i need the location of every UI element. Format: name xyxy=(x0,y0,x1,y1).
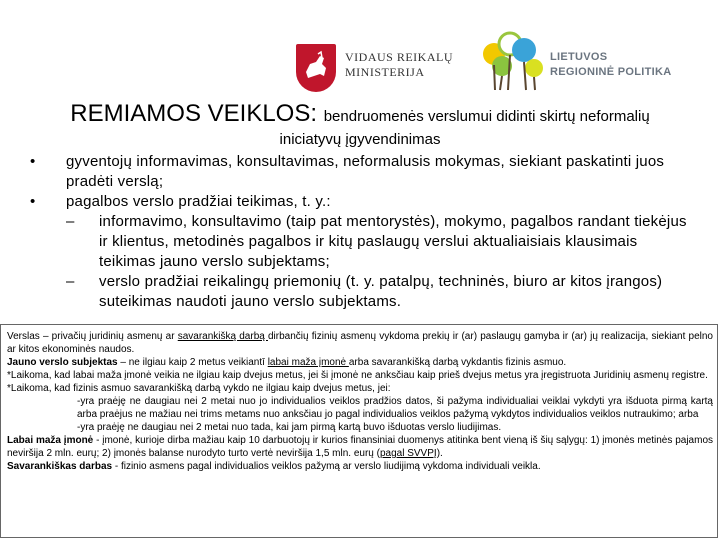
definition-savarankiskas xyxy=(7,460,713,473)
note-label: Savarankiškas darbas xyxy=(7,461,113,472)
definitions-box xyxy=(0,324,718,538)
note-condition: -yra praėję ne daugiau nei 2 metai nuo jo individualios veiklos pradžios datos, ši pažyma individualiai veiklai vykdyti yra išduota pirmą kartą arba praėjus ne mažiau nei trims metams nuo anksčiau jo pagal individualios veiklos pažymą vykdytos individualios veiklos nutraukimo; arba xyxy=(77,396,713,420)
note-underlined: savarankišką darbą xyxy=(177,331,268,342)
note-text: - įmonė, kurioje dirba mažiau kaip 10 darbuotojų ir kurios finansiniai duomenys atitinka bent vieną iš šių sąlygų: 1) įmonės metinės pajamos neviršija 2 mln. eurų; 2) įmonės balanse nurodyto turto vertė neviršija 1,5 mln. eurų ( xyxy=(7,435,714,459)
note-underlined: pagal SVVPĮ xyxy=(379,448,437,459)
sub-list-item: – informavimo, konsultavimo (taip pat mentorystės), mokymo, pagalbos randant tiekėjus ir klientus, metodinės pagalbos ir kitų paslaugų verslui aktualiaisiais klausimais teikimas jauno verslo subjektams; xyxy=(66,212,695,272)
note-text: ). xyxy=(436,448,443,459)
title-rest: bendruomenės verslumui didinti skirtų neformalių xyxy=(323,108,650,125)
logos-area xyxy=(290,30,710,100)
list-item: • gyventojų informavimas, konsultavimas, neformalusis mokymas, siekiant paskatinti juos pradėti verslą; xyxy=(30,152,695,192)
note-text: dirbančių fizinių asmenų vykdoma prekių ir (ar) paslaugų gamyba ir (ar) jų realizacija, siekiant pelno ar kitos ekonominės naudos. xyxy=(7,331,713,355)
note-text: - fizinio asmens pagal individualios veiklos pažymą ar verslo liudijimą vykdoma individuali veikla. xyxy=(112,461,541,472)
note-footnote: *Laikoma, kad labai maža įmonė veikia ne ilgiau kaip dvejus metus, jei ši įmonė ne anksčiau kaip prieš dvejus metus yra įregistruota Juridinių asmenų registre. xyxy=(7,370,708,381)
title-line2: iniciatyvų įgyvendinimas xyxy=(279,131,441,148)
activities-list xyxy=(30,152,695,312)
regional-policy-logo xyxy=(480,30,710,100)
note-text: arba savarankišką darbą vykdantis fizinis asmuo. xyxy=(348,357,567,368)
title-bold-part: REMIAMOS VEIKLOS: xyxy=(70,100,318,127)
note-condition: -yra praėję ne daugiau nei 2 metai nuo tada, kai jam pirmą kartą buvo išduotas verslo liudijimas. xyxy=(77,422,502,433)
sub-list-item: – verslo pradžiai reikalingų priemonių (t. y. patalpų, techninės, biuro ar kitos įrangos) suteikimas naudoti jauno verslo subjektams. xyxy=(66,272,695,312)
note-label: Jauno verslo subjektas xyxy=(7,357,118,368)
note-footnote: *Laikoma, kad fizinis asmuo savarankišką darbą vykdo ne ilgiau kaip dvejus metus, jei: xyxy=(7,383,391,394)
note-text: Verslas – privačių juridinių asmenų ar xyxy=(7,331,178,342)
page-title xyxy=(0,100,720,148)
ministry-name-line1: VIDAUS REIKALŲ xyxy=(345,50,453,64)
definition-verslas xyxy=(7,330,713,356)
list-item-text: pagalbos verslo pradžiai teikimas, t. y.: xyxy=(66,193,331,210)
ministry-logo xyxy=(290,40,465,100)
note-underlined: labai maža įmonė xyxy=(267,357,349,368)
region-name-line2: REGIONINĖ POLITIKA xyxy=(550,66,672,78)
list-item xyxy=(30,192,695,312)
note-label: Labai maža įmonė xyxy=(7,435,94,446)
ministry-name-line2: MINISTERIJA xyxy=(345,65,425,79)
trees-icon xyxy=(480,30,550,100)
vytis-crest-icon xyxy=(296,44,336,92)
definition-jauno-verslo xyxy=(7,356,713,369)
note-text: – ne ilgiau kaip 2 metus veikiantī xyxy=(117,357,268,368)
definition-labai-maza xyxy=(7,434,713,460)
region-name-line1: LIETUVOS xyxy=(550,51,608,63)
